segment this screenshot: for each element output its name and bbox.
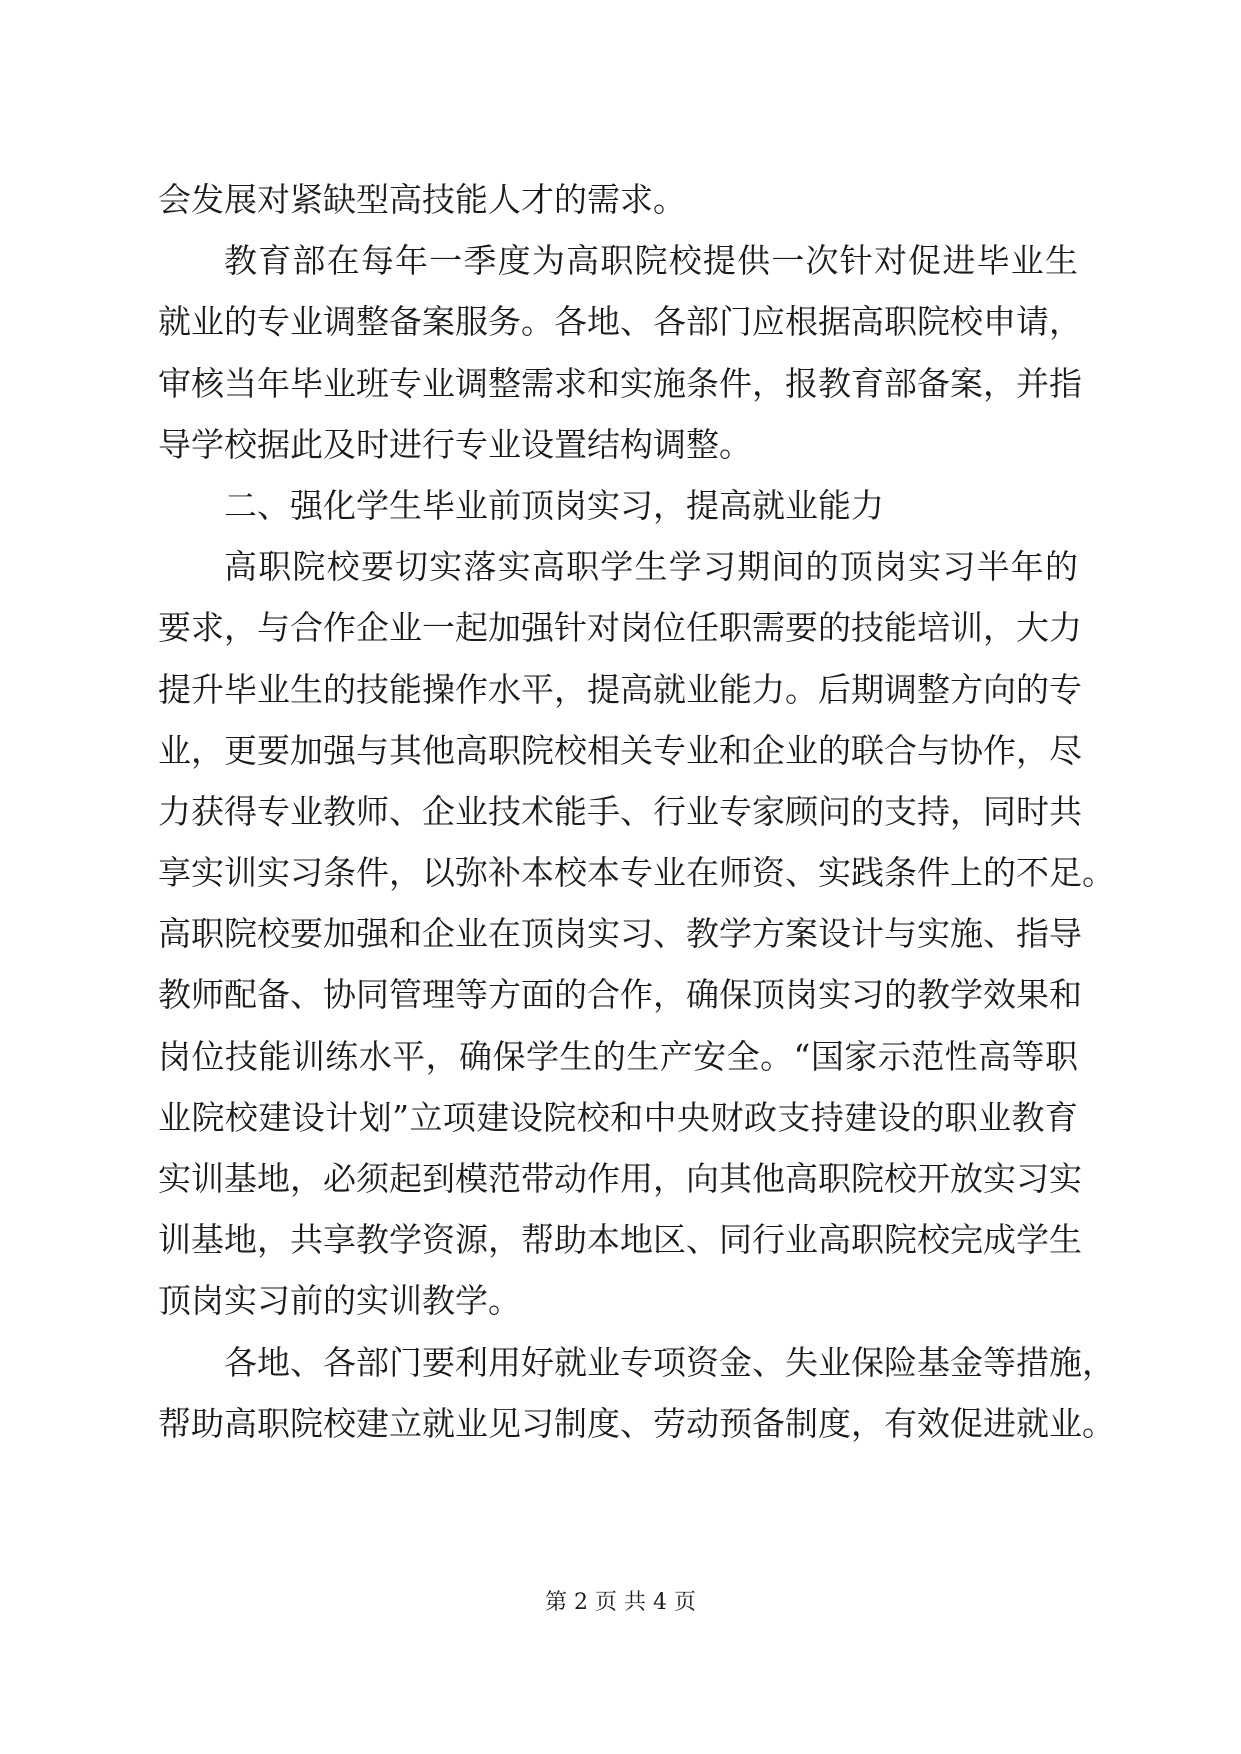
paragraph-line: 高职院校要切实落实高职学生学习期间的顶岗实习半年的	[224, 547, 1078, 587]
paragraph-line: 教师配备、协同管理等方面的合作，确保顶岗实习的教学效果和	[158, 975, 1082, 1015]
paragraph-line: 会发展对紧缺型高技能人才的需求。	[158, 180, 686, 219]
section-heading: 二、强化学生毕业前顶岗实习，提高就业能力	[224, 485, 884, 525]
paragraph-line: 顶岗实习前的实训教学。	[158, 1281, 521, 1321]
paragraph-line: 业，更要加强与其他高职院校相关专业和企业的联合与协作，尽	[158, 730, 1082, 770]
paragraph-line: 高职院校要加强和企业在顶岗实习、教学方案设计与实施、指导	[158, 914, 1082, 954]
paragraph-line: 训基地，共享教学资源，帮助本地区、同行业高职院校完成学生	[158, 1220, 1082, 1260]
paragraph-line: 力获得专业教师、企业技术能手、行业专家顾问的支持，同时共	[158, 791, 1082, 831]
paragraph-line: 实训基地，必须起到模范带动作用，向其他高职院校开放实习实	[158, 1159, 1082, 1198]
paragraph-line: 业院校建设计划”立项建设院校和中央财政支持建设的职业教育	[158, 1097, 1078, 1137]
paragraph-line: 要求，与合作企业一起加强针对岗位任职需要的技能培训，大力	[158, 608, 1082, 648]
page-number-footer: 第 2 页 共 4 页	[545, 1590, 696, 1615]
paragraph-line: 帮助高职院校建立就业见习制度、劳动预备制度，有效促进就业。	[158, 1403, 1115, 1443]
paragraph-line: 提升毕业生的技能操作水平，提高就业能力。后期调整方向的专	[158, 669, 1082, 709]
paragraph-line: 教育部在每年一季度为高职院校提供一次针对促进毕业生	[224, 241, 1078, 281]
paragraph-line: 各地、各部门要利用好就业专项资金、失业保险基金等措施，	[224, 1342, 1115, 1382]
paragraph-line: 享实训实习条件，以弥补本校本专业在师资、实践条件上的不足。	[158, 853, 1115, 893]
paragraph-line: 就业的专业调整备案服务。各地、各部门应根据高职院校申请，	[158, 302, 1082, 342]
paragraph-line: 导学校据此及时进行专业设置结构调整。	[158, 424, 752, 464]
paragraph-line: 岗位技能训练水平，确保学生的生产安全。“国家示范性高等职	[158, 1036, 1078, 1076]
paragraph-line: 审核当年毕业班专业调整需求和实施条件，报教育部备案，并指	[158, 363, 1082, 403]
document-body	[158, 169, 1115, 1454]
